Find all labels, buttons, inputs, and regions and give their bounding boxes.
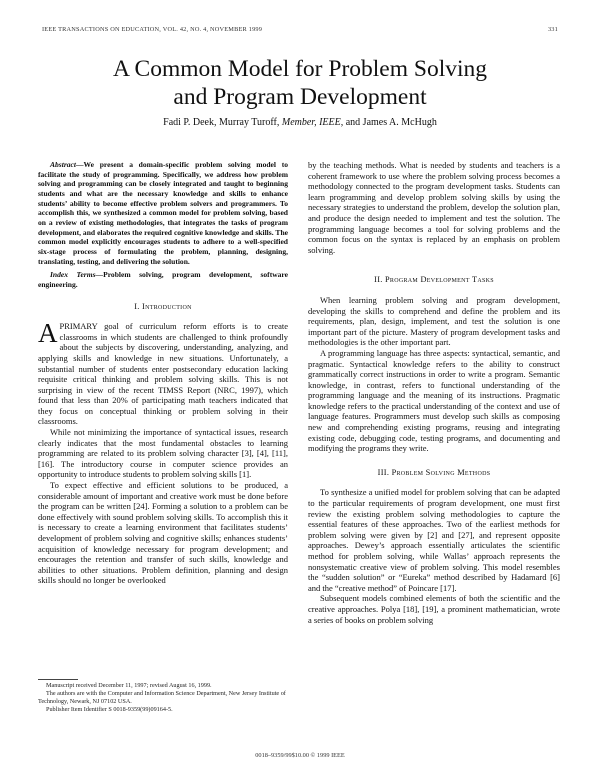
section-3-title: Problem Solving Methods bbox=[391, 467, 491, 477]
section-3-paragraph-1: To synthesize a unified model for problem solving that can be adapted to the particular requirements of program development, one must first review the existing problem solving methodologies to capture the essential features of these approaches. Two of the earliest methods for problem solving were given by [2] and [27], and represent opposite approaches. Dewey’s approach essentially articulates the scientific method for problem solving, while Wallas’ approach represents the nonsystematic creative view of problem solving. This model resembles the “sudden solution” or “Eureka” method described by Hadamard [6] and the “creative method” of Poincare [17]. bbox=[308, 487, 560, 593]
index-terms-text: Problem solving, program development, software engineering. bbox=[38, 270, 288, 289]
paper-title bbox=[0, 55, 600, 111]
footnote-1: Manuscript received December 11, 1997; revised August 16, 1999. bbox=[46, 682, 212, 689]
section-2-title: Program Development Tasks bbox=[385, 275, 494, 285]
footnote-rule bbox=[38, 679, 78, 680]
running-header bbox=[42, 26, 558, 36]
abstract-label: Abstract— bbox=[50, 160, 84, 169]
footnotes bbox=[38, 682, 288, 714]
section-3-paragraph-2: Subsequent models combined elements of both the scientific and the creative approaches. Polya [18], [19], a prominent mathematician, wrote a series of books on problem solving bbox=[308, 593, 560, 625]
authors-part1: Fadi P. Deek, Murray Turoff, bbox=[163, 117, 280, 128]
right-column bbox=[308, 160, 560, 625]
abstract-text: We present a domain-specific problem solving model to facilitate the study of programming. Specifically, we address how problem solving and programming can be closely integrated and taught to beginning students and what are the necessary knowledge and skills to enhance students’ ability to become effective problem solvers and programmers. To accomplish this, we synthesized a common model for problem solving, based on a review of existing methodologies, that integrates the tasks of program development, and elaborates the required cognitive knowledge and skills. The common model explicitly encourages students to adhere to a well-specified six-stage process of formulating the problem, planning, designing, translating, testing, and delivering the solution. bbox=[38, 160, 288, 266]
title-line-2: and Program Development bbox=[173, 84, 427, 110]
index-terms-label: Index Terms— bbox=[50, 270, 104, 280]
abstract bbox=[38, 160, 288, 266]
intro-continuation: by the teaching methods. What is needed by students and teachers is a coherent framework to use where the problem solving process becomes a methodology connected to the program development tasks. Students can learn programming and develop problem solving skills by using the necessary strategies to understand the problem, develop the solution plan, and produce the design needed to implement and test the solution. The programming language becomes a tool for solving problems and the common focus on the syntax is replaced by an emphasis on problem solving. bbox=[308, 160, 560, 255]
section-2-paragraph-1: When learning problem solving and program development, developing the skills to comprehend and define the problem and its requirements, plan, design, implement, and test the solution is one important part of the picture. Mastery of program development tasks and methodologies is the other important part. bbox=[308, 294, 560, 348]
intro-paragraph-2: While not minimizing the importance of syntactical issues, research clearly indicates that the most fundamental obstacles to learning programming are related to its problem solving character [3], [4], [11], [16]. The introductory course in computer science provides an opportunity to introduce students to problem solving skills [1]. bbox=[38, 427, 288, 480]
index-terms bbox=[38, 270, 288, 289]
intro-paragraph-1-text: PRIMARY goal of curriculum reform efforts is to create classrooms in which students are challenged to think profoundly about the subjects by discovering, understanding, analyzing, and applying skills and knowledge in new situations. Unfortunately, a substantial number of students enter postsecondary education lacking requisite critical thinking and problem solving skills. This is not surprising in view of the recent TIMSS Report (NRC, 1997), which found that less than 20% of participating math teachers indicated that they focus on conceptual thinking or problem solving in their classrooms. bbox=[38, 321, 288, 427]
title-line-1: A Common Model for Problem Solving bbox=[112, 56, 488, 82]
section-heading-program-development bbox=[308, 275, 560, 286]
page-number: 331 bbox=[547, 26, 558, 33]
authors-member: Member, IEEE, bbox=[281, 117, 344, 128]
section-2-paragraph-2: A programming language has three aspects: syntactical, semantic, and pragmatic. Syntactical knowledge refers to the ability to construct grammatically correct instructions in order to write a program. Semantic knowledge, in contrast, refers to functional understanding of the programming language and the meaning of its instructions. Pragmatic knowledge refers to the practical understanding of the context and use of language features. Programmers must develop such skills as composing new and comprehending existing programs, reusing and integrating existing code, debugging code, testing programs, and documenting and modifying the programs they write. bbox=[308, 347, 560, 454]
section-1-title: Introduction bbox=[142, 301, 192, 311]
section-2-number: II. bbox=[374, 275, 383, 285]
author-list bbox=[0, 117, 600, 128]
left-column bbox=[38, 160, 288, 586]
intro-paragraph-3: To expect effective and efficient solutions to be produced, a considerable amount of important and creative work must be done before the program can be written [24]. Forming a solution to a problem can be done effectively with sound problem solving skills. To accomplish this it is necessary to create a learning environment that facilitates students’ development of problem solving and cognitive skills; enhances students’ acquisition of knowledge necessary for program development; and encourages the retention and transfer of such skills, knowledge and abilities to other situations. Problem definition, planning and design skills should no longer be overlooked bbox=[38, 480, 288, 586]
journal-header: IEEE TRANSACTIONS ON EDUCATION, VOL. 42, NO. 4, NOVEMBER 1999 bbox=[42, 26, 263, 33]
section-3-number: III. bbox=[377, 467, 390, 477]
copyright-line: 0018–9359/99$10.00 © 1999 IEEE bbox=[255, 752, 345, 759]
authors-part2: and James A. McHugh bbox=[345, 117, 437, 128]
section-1-number: I. bbox=[134, 301, 140, 311]
drop-cap: A bbox=[38, 318, 58, 349]
section-heading-introduction bbox=[38, 302, 288, 313]
intro-paragraph-1 bbox=[38, 318, 288, 427]
section-heading-problem-solving bbox=[308, 468, 560, 479]
footnote-2: The authors are with the Computer and Information Science Department, New Jersey Institute of Technology, Newark, NJ 07102 USA. bbox=[38, 690, 286, 705]
footnote-3: Publisher Item Identifier S 0018-9359(99)09164-5. bbox=[46, 706, 173, 713]
